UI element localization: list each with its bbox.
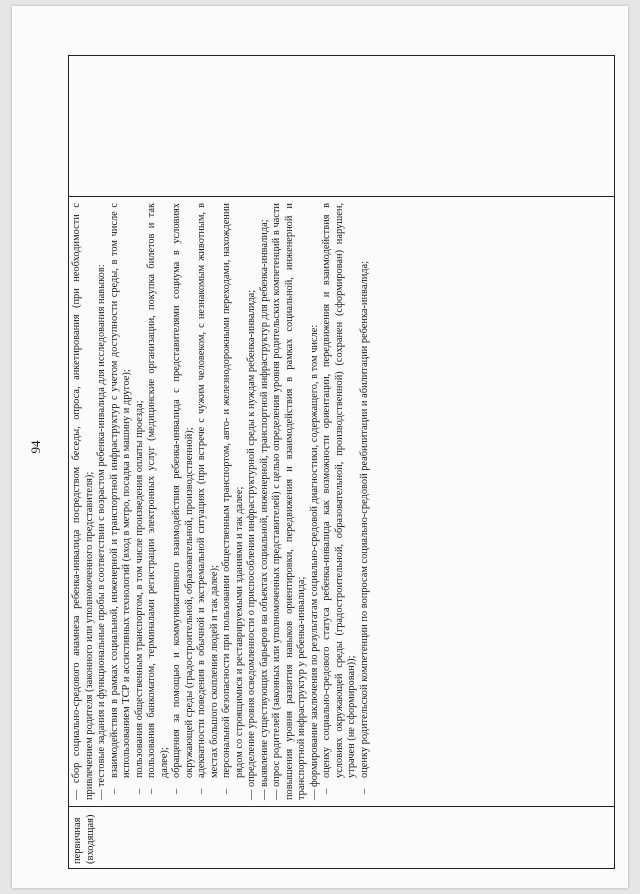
dash-marker: – [171, 788, 182, 794]
dash-marker: – [358, 788, 370, 794]
sub-list-item [109, 203, 134, 800]
list-item: — опрос родителей (законных или уполномоченных представителей) с целью определения уровня родительских компетенций в части повышения уровня развития навыков ориентировки, передвижения и взаимодействия в рамках социальной, инженерной и транспортной инфраструктур у ребенка-инвалида; [271, 203, 307, 800]
list-item: — сбор социально-средового анамнеза ребенка-инвалида посредством беседы, опроса, анкетирования (при необходимости с привлечением родителя (законного или уполномоченного представителя); [71, 203, 95, 800]
page-number: 94 [28, 440, 43, 454]
stage-label-line1: первичная [72, 817, 83, 864]
stage-label-cell [69, 806, 614, 868]
dash-marker: – [146, 788, 157, 794]
sub-list-text: оценку социально-средового статуса ребенка-инвалида как возможности ориентации, передвижения и взаимодействия в условиях окружающей среды (градостроительной, образовательной, производственной) (сохранен (сформирован) нарушен, утрачен (не сформирован)); [321, 203, 357, 778]
rotated-content [20, 17, 620, 877]
sub-list-text: оценку родительской компетенции по вопросам социально-средовой реабилитации и абилитации ребенка-инвалида; [358, 260, 370, 778]
list-item: — формирование заключения по результатам социально-средовой диагностики, содержащего, в том числе: [308, 324, 320, 800]
sub-list-text: пользования банкоматом, терминалами регистрации электронных услуг (медицинские организации, покупка билетов и так далее); [146, 203, 170, 778]
dash-marker: – [221, 788, 232, 794]
content-table [68, 55, 615, 869]
empty-cell [69, 56, 614, 196]
list-item: — определение уровня осведомленности о приспособлении инфраструктурной среды к нуждам ребенка-инвалида; [246, 289, 257, 800]
sub-list-text: взаимодействия в рамках социальной, инженерной и транспортной инфраструктур с учетом доступности среды, в том числе с использованием ТСР и ассистивных технологий (вход в метро, посадка в машину и другое); [108, 203, 132, 778]
description-cell [69, 196, 614, 806]
sub-list-item [146, 203, 171, 800]
sub-list-item [171, 203, 196, 800]
dash-marker: – [196, 788, 207, 794]
sub-list-text: адекватности поведения в обычной и экстремальной ситуациях (при встрече с чужим человеком, с незнакомым животным, в местах большого скопления людей и так далее); [196, 203, 220, 778]
sub-list-item [321, 203, 359, 800]
list-item: — выявление существующих барьеров на объектах социальной, инженерной, транспортной инфраструктур для ребенка-инвалида; [258, 219, 270, 800]
dash-marker: – [321, 788, 332, 794]
sub-list-item [221, 203, 246, 800]
sub-list-item [196, 203, 221, 800]
list-item: — тестовые задания и функциональные пробы в соответствии с возрастом ребенка-инвалида для исследования навыков: [96, 264, 107, 800]
dash-marker: – [108, 788, 120, 794]
document-page [12, 6, 628, 888]
sub-list-item [134, 203, 147, 800]
dash-marker: – [133, 788, 145, 794]
sub-list-item [359, 203, 372, 800]
sub-list-text: пользования общественным транспортом, в том числе произведения оплаты проезда; [133, 400, 145, 778]
stage-label-line2: (входящая) [84, 814, 96, 864]
sub-list-text: персональной безопасности при пользовании общественным транспортом, авто- и железнодорожными переходами, нахождении рядом со строящимися и реставрируемыми зданиями и так далее; [221, 203, 245, 778]
sub-list-text: обращения за помощью и коммуникативного взаимодействия ребенка-инвалида с представителями социума в условиях окружающей среды (градостроительной, образовательной, производственной); [171, 203, 195, 778]
